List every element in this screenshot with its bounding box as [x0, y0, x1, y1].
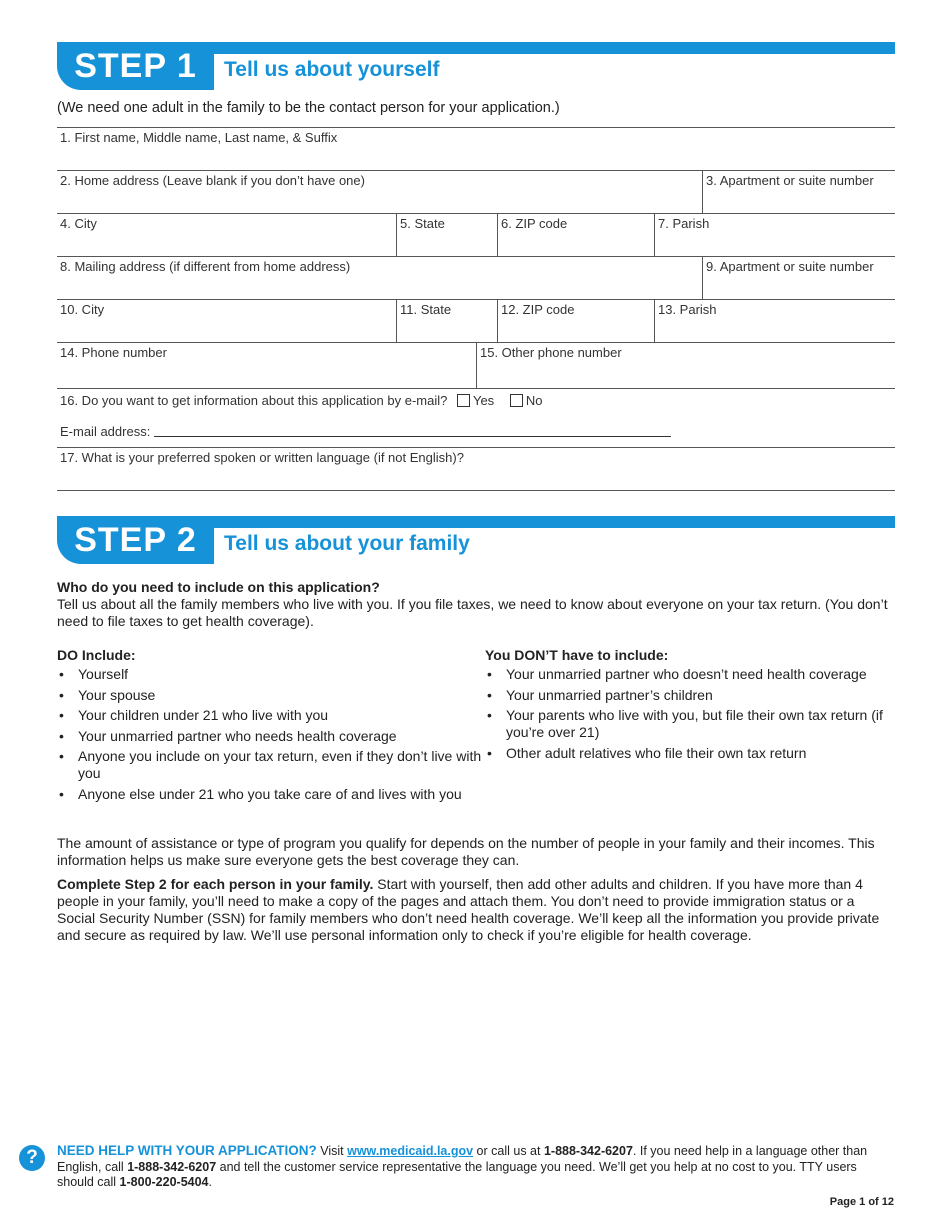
other-phone-field[interactable]	[476, 343, 895, 388]
include-columns	[57, 647, 895, 806]
list-item: • Anyone you include on your tax return, even if they don’t live with you	[57, 748, 485, 782]
do-include-list	[57, 666, 485, 803]
home-address-label: 2. Home address (Leave blank if you don’t have one)	[60, 173, 365, 188]
step1-intro: (We need one adult in the family to be the contact person for your application.)	[57, 100, 560, 116]
mailing-state-label: 11. State	[400, 302, 452, 317]
email-question: 16. Do you want to get information about this application by e-mail?	[60, 393, 448, 408]
list-item: • Anyone else under 21 who you take care of and lives with you	[57, 786, 485, 803]
step2-title: Tell us about your family	[224, 532, 470, 555]
mailing-state-field[interactable]	[396, 300, 497, 342]
zip-label: 6. ZIP code	[501, 216, 568, 231]
list-item: • Your children under 21 who live with you	[57, 707, 485, 724]
full-name-field[interactable]	[57, 128, 895, 170]
mailing-apartment-label: 9. Apartment or suite number	[706, 259, 874, 274]
list-item: • Your unmarried partner who doesn’t need health coverage	[485, 666, 895, 683]
mailing-parish-label: 13. Parish	[658, 302, 717, 317]
dont-include-list	[485, 666, 895, 762]
apartment-field[interactable]	[702, 171, 895, 213]
mailing-zip-field[interactable]	[497, 300, 654, 342]
email-no-checkbox[interactable]	[510, 394, 523, 407]
mailing-apartment-field[interactable]	[702, 257, 895, 299]
help-heading: NEED HELP WITH YOUR APPLICATION?	[57, 1143, 317, 1158]
state-field[interactable]	[396, 214, 497, 256]
help-text: . If you need help in a language other than English, call	[57, 1144, 868, 1174]
language-label: 17. What is your preferred spoken or written language (if not English)?	[60, 450, 464, 465]
state-label: 5. State	[400, 216, 445, 231]
help-text: and tell the customer service representative the language you need. We’ll get you help at no cost to you. TTY users should call	[57, 1159, 857, 1189]
email-no-label: No	[525, 393, 543, 408]
step2-intro: Tell us about all the family members who live with you. If you file taxes, we need to know about everyone on your tax return. (You don’t need to file taxes to get health coverage).	[57, 596, 888, 629]
help-footer	[57, 1143, 895, 1191]
complete-step2-paragraph	[57, 876, 895, 944]
do-include-heading: DO Include:	[57, 647, 136, 663]
mailing-zip-label: 12. ZIP code	[501, 302, 575, 317]
full-name-label: 1. First name, Middle name, Last name, & Suffix	[60, 130, 338, 145]
phone-field[interactable]	[57, 343, 476, 388]
help-phone: 1-888-342-6207	[543, 1144, 633, 1158]
tty-phone: 1-800-220-5404	[119, 1175, 209, 1189]
contact-form	[57, 127, 895, 491]
do-include-column	[57, 647, 485, 806]
list-item: • Your spouse	[57, 687, 485, 704]
medicaid-website-link[interactable]: www.medicaid.la.gov	[347, 1144, 474, 1158]
city-label: 4. City	[60, 216, 97, 231]
help-text: Visit	[316, 1144, 348, 1158]
list-item: • Your unmarried partner who needs health coverage	[57, 728, 485, 745]
email-preference-row	[57, 388, 895, 447]
mailing-address-label: 8. Mailing address (if different from home address)	[60, 259, 351, 274]
list-item: • Yourself	[57, 666, 485, 683]
step1-badge: STEP 1	[57, 42, 214, 90]
phone-label: 14. Phone number	[60, 345, 167, 360]
language-field[interactable]	[57, 448, 895, 490]
mailing-city-label: 10. City	[60, 302, 105, 317]
question-icon: ?	[19, 1145, 45, 1171]
other-phone-label: 15. Other phone number	[480, 345, 622, 360]
step2-question: Who do you need to include on this application?	[57, 579, 380, 595]
mailing-parish-field[interactable]	[654, 300, 895, 342]
parish-label: 7. Parish	[658, 216, 710, 231]
list-item: • Your parents who live with you, but file their own tax return (if you’re over 21)	[485, 707, 895, 741]
help-text: or call us at	[473, 1144, 544, 1158]
step1-title: Tell us about yourself	[224, 58, 440, 81]
email-yes-label: Yes	[472, 393, 495, 408]
help-text: .	[208, 1175, 212, 1189]
email-address-label: E-mail address:	[60, 424, 151, 439]
complete-step2-body: Start with yourself, then add other adults and children. If you have more than 4 people in your family, you’ll need to make a copy of the pages and attach them. You don’t need to provide immigration status or a Social Security Number (SSN) for family members who don’t need health coverage. We’ll keep all the information you provide private and secure as required by law. We’ll use personal information only to check if you’re eligible for health coverage.	[57, 876, 880, 943]
assistance-paragraph: The amount of assistance or type of program you qualify for depends on the number of people in your family and their incomes. This information helps us make sure everyone gets the best coverage they can.	[57, 835, 875, 868]
list-item: • Other adult relatives who file their own tax return	[485, 745, 895, 762]
step2-intro-block	[57, 579, 895, 630]
zip-field[interactable]	[497, 214, 654, 256]
mailing-address-field[interactable]	[57, 257, 702, 299]
step2-badge: STEP 2	[57, 516, 214, 564]
email-yes-checkbox[interactable]	[457, 394, 470, 407]
apartment-label: 3. Apartment or suite number	[706, 173, 874, 188]
email-address-input[interactable]	[154, 436, 671, 437]
step2-paragraphs	[57, 835, 895, 944]
home-address-field[interactable]	[57, 171, 702, 213]
dont-include-column	[485, 647, 895, 806]
city-field[interactable]	[57, 214, 396, 256]
parish-field[interactable]	[654, 214, 895, 256]
mailing-city-field[interactable]	[57, 300, 396, 342]
language-help-phone: 1-888-342-6207	[127, 1159, 217, 1174]
page-number: Page 1 of 12	[829, 1196, 894, 1208]
dont-include-heading: You DON’T have to include:	[485, 647, 669, 663]
complete-step2-lead: Complete Step 2 for each person in your family.	[57, 876, 374, 892]
list-item: • Your unmarried partner’s children	[485, 687, 895, 704]
